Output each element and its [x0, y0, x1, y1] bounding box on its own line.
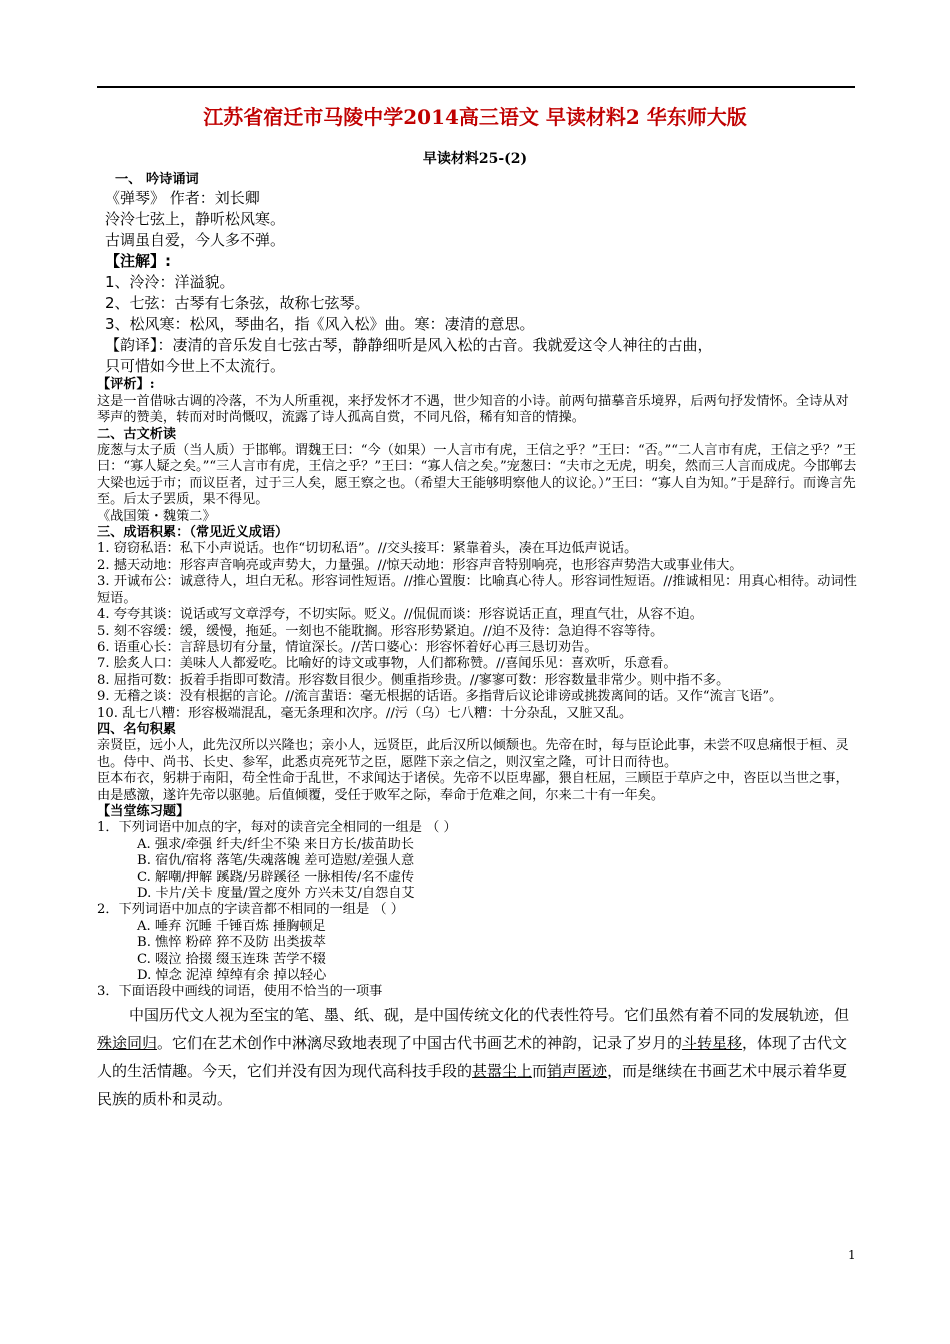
idiom-item: 4. 夸夸其谈：说话或写文章浮夸，不切实际。贬义。//侃侃而谈：形容说话正直，理直气壮，从容不迫。	[97, 607, 703, 623]
header-rule	[97, 86, 855, 88]
section-heading: 四、名句积累	[97, 721, 177, 737]
reading-passage	[97, 1001, 857, 1113]
idiom-item: 6. 语重心长：言辞恳切有分量，情谊深长。//苦口婆心：形容怀着好心再三恳切劝告。	[97, 639, 598, 655]
idiom-item: 5. 刻不容缓：缓，缓慢，拖延。一刻也不能耽搁。形容形势紧迫。//迫不及待：急迫得不容等待。	[97, 623, 664, 639]
idiom-item: 7. 脍炙人口：美味人人都爱吃。比喻好的诗文或事物，人们都称赞。//喜闻乐见：喜欢听，乐意看。	[97, 656, 677, 672]
translation: 只可惜如今世上不太流行。	[105, 357, 286, 376]
source-citation: 《战国策・魏策二》	[97, 508, 216, 524]
quote-paragraph: 臣本布衣，躬耕于南阳，苟全性命于乱世，不求闻达于诸侯。先帝不以臣卑鄙，猥自枉屈，三顾臣于草庐之中，咨臣以当世之事，由是感激，遂许先帝以驱驰。后值倾覆，受任于败军之际，奉命于危难之间，尔来二十有一年矣。	[97, 771, 849, 803]
idiom-item: 8. 屈指可数：扳着手指即可数清。形容数目很少。侧重指珍贵。//寥寥可数：形容数量非常少。则中指不多。	[97, 672, 730, 688]
answer-option: C. 解嘲/押解 蹊跷/另辟蹊径 一脉相传/名不虚传	[137, 869, 415, 885]
section-heading: 二、古文析读	[97, 426, 177, 442]
underlined-phrase: 销声匿迹	[547, 1061, 608, 1080]
page-number: 1	[848, 1248, 856, 1262]
passage-text: ，而是继续在书画艺术中展示着华夏民族的质朴和灵动。	[97, 1061, 848, 1108]
idiom-item: 10. 乱七八糟：形容极端混乱，毫无条理和次序。//污（乌）七八糟：十分杂乱，又脏又乱。	[97, 705, 633, 721]
underlined-phrase: 殊途同归	[97, 1033, 158, 1052]
notes-label: 【注解】:	[105, 252, 171, 271]
note: 3、松风寒：松风，琴曲名，指《风入松》曲。寒：凄清的意思。	[105, 315, 535, 334]
section-heading: 一、 吟诗诵词	[115, 172, 199, 187]
question: 2．下列词语中加点的字读音都不相同的一组是 （ ）	[97, 902, 404, 918]
classical-text: 庞葱与太子质（当人质）于邯郸。谓魏王曰：“今（如果）一人言市有虎，王信之乎？”王曰：“否。”“二人言市有虎，王信之乎？”王曰：“寡人疑之矣。”“三人言市有虎，王信之乎？”王曰：“寡人信之矣。”宠葱曰：“夫市之无虎，明矣，然而三人言而成虎。今邯郸去大梁也远于市；而议臣者，过于三人矣，愿王察之也。（希望大王能够明察他人的议论。）”王曰：“寡人自为知。”于是辞行。而谗言先至。后太子罢质，果不得见。	[97, 443, 857, 508]
answer-option: A. 唾弃 沉睡 千锤百炼 捶胸顿足	[137, 918, 326, 934]
poem-title: 《弹琴》 作者：刘长卿	[105, 189, 260, 208]
quote-paragraph: 亲贤臣，远小人，此先汉所以兴隆也；亲小人，远贤臣，此后汉所以倾颓也。先帝在时，每与臣论此事，未尝不叹息痛恨于桓、灵也。侍中、尚书、长史、参军，此悉贞亮死节之臣，愿陛下亲之信之，则汉室之隆，可计日而待也。	[97, 738, 849, 770]
document-subtitle: 早读材料25-(2)	[422, 151, 528, 167]
document-title: 江苏省宿迁市马陵中学2014高三语文 早读材料2 华东师大版	[203, 105, 747, 129]
answer-option: C. 啜泣 拾掇 缀玉连珠 苦学不辍	[137, 951, 326, 967]
note: 1、泠泠：洋溢貌。	[105, 273, 235, 292]
idiom-item: 1. 窃窃私语：私下小声说话。也作“切切私语”。//交头接耳：紧靠着头，凑在耳边低声说话。	[97, 541, 638, 557]
answer-option: D. 悼念 泥淖 绰绰有余 掉以轻心	[137, 968, 327, 984]
question: 3．下面语段中画线的词语，使用不恰当的一项事	[97, 984, 383, 1000]
idiom-item: 9. 无稽之谈：没有根据的言论。//流言蜚语：毫无根据的话语。多指背后议论诽谤或挑拨离间的话。又作“流言飞语”。	[97, 689, 783, 705]
section-heading: 三、成语积累：（常见近义成语）	[97, 525, 289, 541]
passage-text: 。它们在艺术创作中淋漓尽致地表现了中国古代书画艺术的神韵，记录了岁月的	[157, 1033, 683, 1052]
answer-option: B. 憔悴 粉碎 猝不及防 出类拔萃	[137, 935, 326, 951]
practice-heading: 【当堂练习题】	[97, 803, 190, 819]
comment-text: 这是一首借咏古调的冷落，不为人所重视，来抒发怀才不遇，世少知音的小诗。前两句描摹音乐境界，后两句抒发情怀。全诗从对琴声的赞美，转而对时尚慨叹，流露了诗人孤高自赏，不同凡俗，稀有知音的情操。	[97, 393, 849, 426]
underlined-phrase: 甚嚣尘上	[472, 1061, 533, 1080]
passage-text: 而	[532, 1061, 548, 1080]
answer-option: A. 强求/牵强 纤夫/纤尘不染 来日方长/拔苗助长	[137, 836, 414, 852]
translation: 【韵译】：凄清的音乐发自七弦古琴，静静细听是风入松的古音。我就爱这令人神往的古曲，	[105, 336, 713, 355]
passage-text: ，体现了古代文人的生活情趣。今天，它们并没有因为现代高科技手段的	[97, 1033, 848, 1080]
poem-line: 古调虽自爱，今人多不弹。	[105, 231, 286, 250]
note: 2、七弦：古琴有七条弦，故称七弦琴。	[105, 294, 370, 313]
question: 1．下列词语中加点的字，每对的读音完全相同的一组是 （ ）	[97, 820, 457, 836]
passage-text: 中国历代文人视为至宝的笔、墨、纸、砚，是中国传统文化的代表性符号。它们虽然有着不同的发展轨迹，但	[129, 1005, 850, 1024]
poem-block	[97, 188, 857, 377]
poem-line: 泠泠七弦上，静听松风寒。	[105, 210, 286, 229]
idiom-item: 3. 开诚布公：诚意待人，坦白无私。形容词性短语。//推心置腹：比喻真心待人。形容词性短语。//推诚相见：用真心相待。动词性短语。	[97, 574, 857, 606]
answer-option: B. 宿仇/宿将 落笔/失魂落魄 差可造慰/差强人意	[137, 853, 415, 869]
underlined-phrase: 斗转星移	[682, 1033, 743, 1052]
answer-option: D. 卡片/关卡 度量/置之度外 方兴未艾/自怨自艾	[137, 886, 415, 901]
document-body	[97, 172, 857, 1113]
comment-label: 【评析】:	[97, 377, 155, 393]
idiom-item: 2. 撼天动地：形容声音响亮或声势大，力量强。//惊天动地：形容声音特别响亮，也形容声势浩大或事业伟大。	[97, 557, 743, 573]
